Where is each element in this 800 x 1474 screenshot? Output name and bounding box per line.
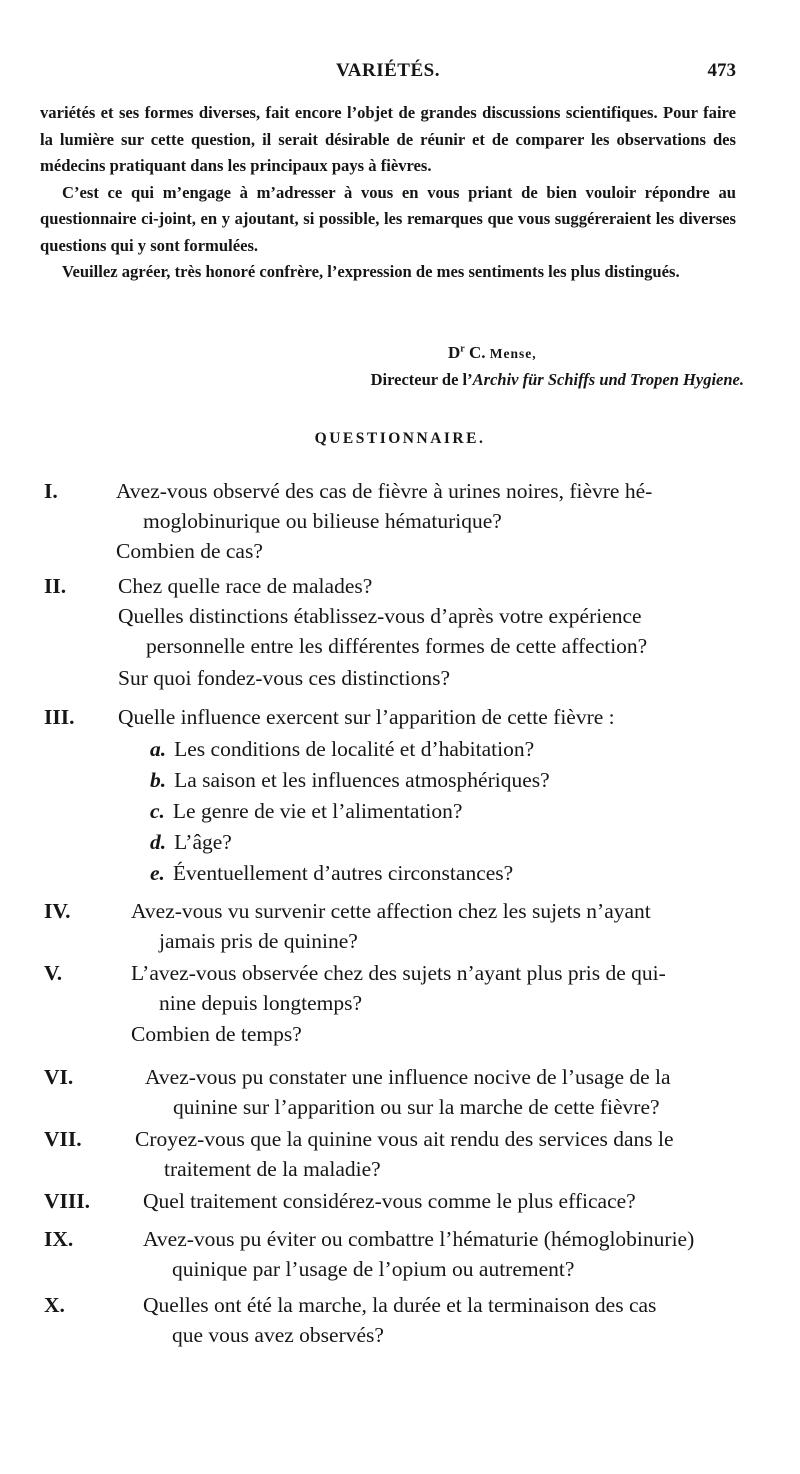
subitem-text: Le genre de vie et l’alimentation? — [172, 799, 463, 823]
question-subitem — [150, 858, 513, 889]
subitem-letter: d. — [150, 830, 167, 854]
letter-paragraph: C’est ce qui m’engage à m’adresser à vous en vous priant de bien vouloir répondre au questionnaire ci-joint, en y ajoutant, si possible, les remarques que vous suggéreraient les diverses questions qui y sont formulées. — [40, 182, 736, 255]
question-subitem — [150, 796, 462, 827]
page-number: 473 — [707, 60, 736, 81]
letter-paragraph: variétés et ses formes diverses, fait encore l’objet de grandes discussions scientifiques. Pour faire la lumière sur cette question, il serait désirable de réunir et de comparer les observations des médecins pratiquant dans les principaux pays à fièvres. — [40, 103, 736, 175]
question-line: Quelles ont été la marche, la durée et la terminaison des cas — [143, 1293, 657, 1317]
signature-name — [448, 343, 537, 363]
question-line: Combien de cas? — [116, 539, 263, 563]
question-line: Combien de temps? — [131, 1022, 302, 1046]
subitem-text: L’âge? — [174, 830, 232, 854]
question-subitem — [150, 734, 534, 765]
subitem-letter: e. — [150, 861, 165, 885]
question-line: que vous avez observés? — [172, 1323, 384, 1347]
page-header — [40, 60, 736, 86]
question-line: Chez quelle race de malades? — [118, 574, 373, 598]
question-line: Avez-vous observé des cas de fièvre à urines noires, fièvre hé- — [116, 479, 653, 503]
question-line: L’avez-vous observée chez des sujets n’ayant plus pris de qui- — [131, 961, 666, 985]
signature-initial: C. — [468, 343, 486, 362]
question-subitem — [150, 827, 232, 858]
question-line: quinine sur l’apparition ou sur la marche de cette fièvre? — [173, 1095, 660, 1119]
question-number: IV. — [44, 899, 71, 923]
question-line: moglobinurique ou bilieuse hématurique? — [143, 509, 502, 533]
question-line: personnelle entre les différentes formes de cette affection? — [146, 634, 648, 658]
signature-prefix: D — [448, 343, 461, 362]
question-number: IX. — [44, 1227, 74, 1251]
subitem-letter: c. — [150, 799, 165, 823]
question-line: Avez-vous pu éviter ou combattre l’hématurie (hémoglobinurie) — [143, 1227, 695, 1251]
question-number: II. — [44, 574, 67, 598]
question-number: III. — [44, 705, 75, 729]
subitem-letter: a. — [150, 737, 167, 761]
question-number: VII. — [44, 1127, 82, 1151]
question-number: V. — [44, 961, 63, 985]
subitem-text: Éventuellement d’autres circonstances? — [172, 861, 514, 885]
question-line: quinique par l’usage de l’opium ou autrement? — [172, 1257, 575, 1281]
question-line: Quelle influence exercent sur l’apparition de cette fièvre : — [118, 705, 615, 729]
question-number: I. — [44, 479, 58, 503]
signature-title — [371, 370, 744, 390]
question-line: Avez-vous vu survenir cette affection chez les sujets n’ayant — [131, 899, 651, 923]
signature-title-plain: Directeur de l’ — [370, 370, 473, 389]
letter-paragraph: Veuillez agréer, très honoré confrère, l’expression de mes sentiments les plus distingués. — [62, 262, 680, 281]
signature-prefix-sup: r — [460, 343, 465, 355]
subitem-text: La saison et les influences atmosphériques? — [174, 768, 550, 792]
question-line: traitement de la maladie? — [164, 1157, 381, 1181]
question-number: X. — [44, 1293, 65, 1317]
subitem-text: Les conditions de localité et d’habitation? — [174, 737, 535, 761]
questionnaire-heading: QUESTIONNAIRE. — [314, 430, 486, 447]
question-line: Avez-vous pu constater une influence nocive de l’usage de la — [145, 1065, 671, 1089]
question-number: VI. — [44, 1065, 74, 1089]
question-line: Quelles distinctions établissez-vous d’après votre expérience — [118, 604, 642, 628]
signature-title-italic: Archiv für Schiffs und Tropen Hygiene. — [472, 370, 744, 389]
subitem-letter: b. — [150, 768, 167, 792]
question-subitem — [150, 765, 550, 796]
question-line: nine depuis longtemps? — [159, 991, 363, 1015]
question-line: Croyez-vous que la quinine vous ait rendu des services dans le — [135, 1127, 674, 1151]
running-head: VARIÉTÉS. — [336, 60, 440, 81]
question-line: Quel traitement considérez-vous comme le plus efficace? — [143, 1189, 636, 1213]
letter-body — [40, 100, 736, 286]
question-line: Sur quoi fondez-vous ces distinctions? — [118, 666, 451, 690]
question-line: jamais pris de quinine? — [159, 929, 358, 953]
signature-surname: Mense, — [489, 346, 537, 361]
question-number: VIII. — [44, 1189, 91, 1213]
